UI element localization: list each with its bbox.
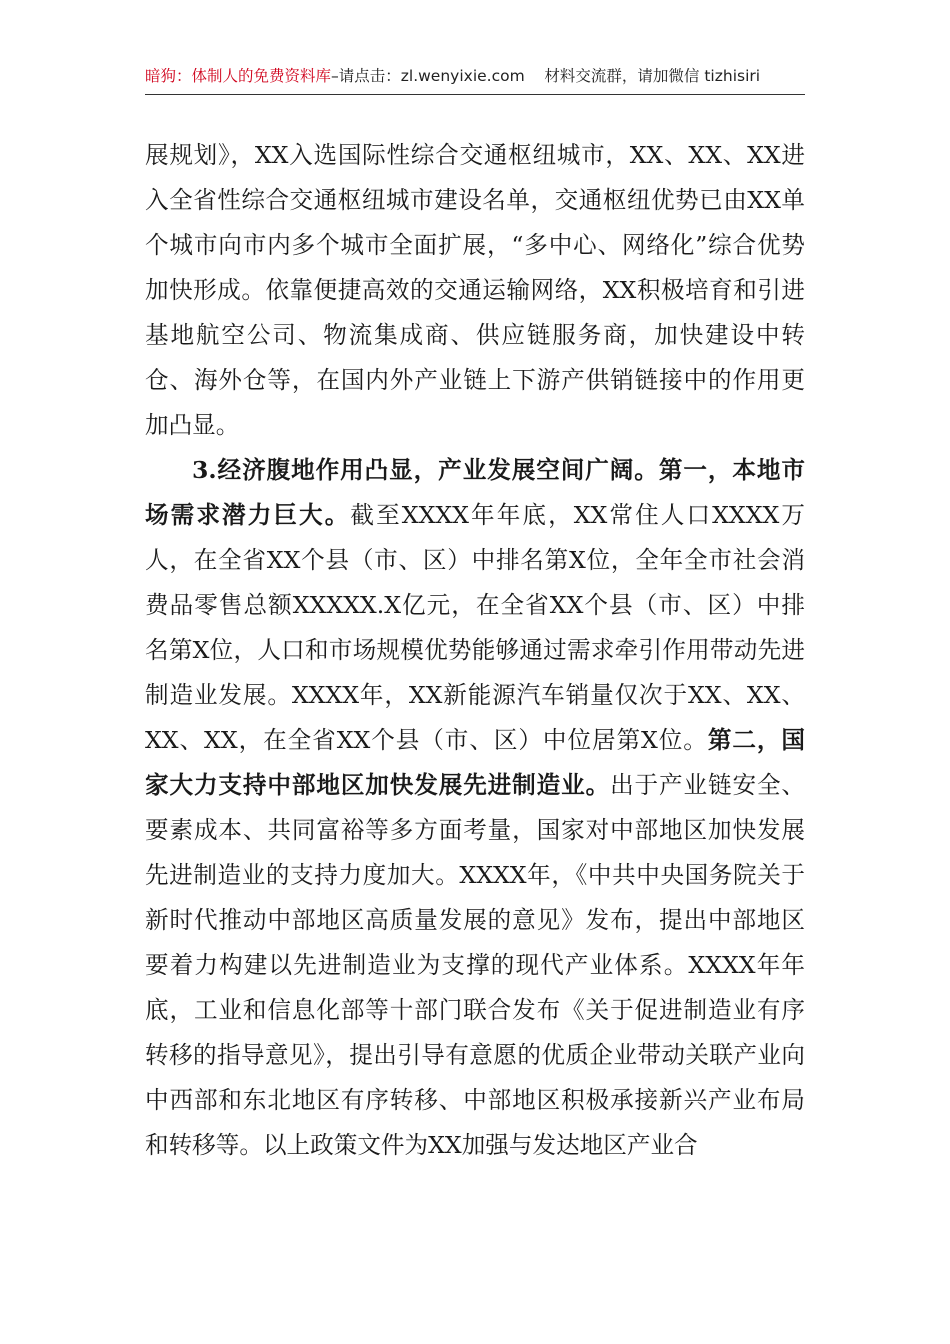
paragraph-text: 截至XXXX年年底，XX常住人口XXXX万人，在全省XX个县（市、区）中排名第X位，全年全市社会消费品零售总额XXXXX.X亿元，在全省XX个县（市、区）中排名第X位，人口和市场规模优势能够通过需求牵引作用带动先进制造业发展。XXXX年，XX新能源汽车销量仅次于XX、XX、XX、XX，在全省XX个县（市、区）中位居第X位。 (145, 501, 806, 754)
section-heading: 3.经济腹地作用凸显，产业发展空间广阔。第一，本地市场需求潜力巨大。 (145, 456, 805, 529)
header-wechat-note: 材料交流群，请加微信 tizhisiri (544, 67, 761, 85)
header-site-name: 暗狗：体制人的免费资料库 (145, 67, 332, 85)
paragraph-text: 出于产业链安全、要素成本、共同富裕等多方面考量，国家对中部地区加快发展先进制造业的支持力度加大。XXXX年，《中共中央国务院关于新时代推动中部地区高质量发展的意见》发布，提出中部地区要着力构建以先进制造业为支撑的现代产业体系。XXXX年年底，工业和信息化部等十部门联合发布《关于促进制造业有序转移的指导意见》，提出引导有意愿的优质企业带动关联产业向中西部和东北地区有序转移、中部地区积极承接新兴产业布局和转移等。以上政策文件为XX加强与发达地区产业合 (145, 771, 806, 1159)
document-body (145, 133, 805, 1168)
section-subheading: 第二，国家大力支持中部地区加快发展先进制造业。 (145, 726, 806, 799)
page-header (145, 64, 805, 95)
paragraph-section-3 (145, 448, 805, 1168)
header-link-prompt[interactable]: –请点击：zl.wenyixie.com (331, 67, 525, 85)
paragraph-continuation: 展规划》，XX入选国际性综合交通枢纽城市，XX、XX、XX进入全省性综合交通枢纽城市建设名单，交通枢纽优势已由XX单个城市向市内多个城市全面扩展，“多中心、网络化”综合优势加快形成。依靠便捷高效的交通运输网络，XX积极培育和引进基地航空公司、物流集成商、供应链服务商，加快建设中转仓、海外仓等，在国内外产业链上下游产供销链接中的作用更加凸显。 (145, 141, 805, 439)
